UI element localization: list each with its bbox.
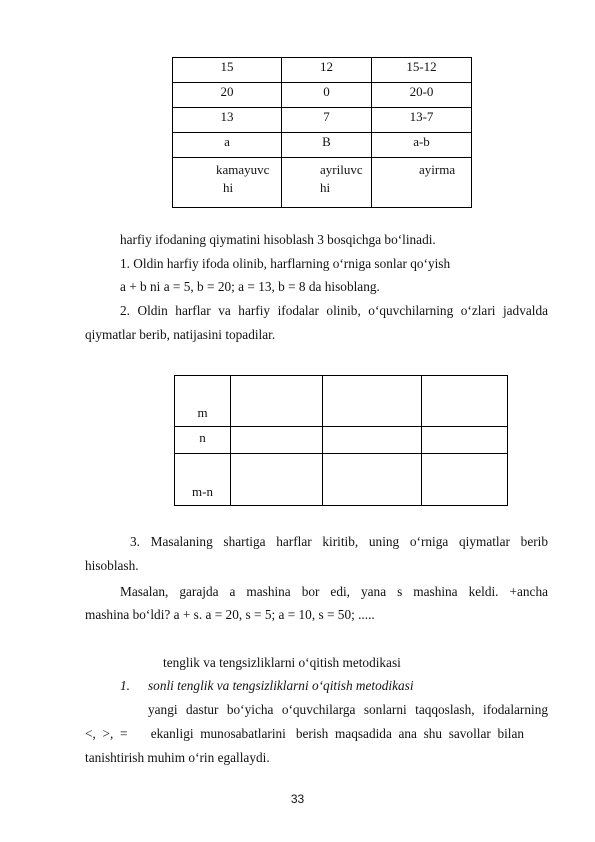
table-cell: 7 <box>282 108 372 133</box>
list-item: sonli tenglik va tengsizliklarni o‘qitish metodikasi <box>148 678 414 693</box>
table-cell <box>422 427 508 454</box>
cell-line: hi <box>223 180 234 195</box>
cell-line: kamayuvc <box>216 162 270 177</box>
table-cell: 13-7 <box>372 108 472 133</box>
paragraph-line: Masalan, garajda a mashina bor edi, yana s mashina keldi. +ancha <box>120 584 548 599</box>
paragraph-line: tanishtirish muhim o‘rin egallaydi. <box>85 750 270 765</box>
table-cell: ayirma <box>372 158 472 208</box>
table-row <box>173 133 472 158</box>
paragraph-line: 1. Oldin harfiy ifoda olinib, harflarning o‘rniga sonlar qo‘yish <box>120 256 451 271</box>
section-heading: tenglik va tengsizliklarni o‘qitish metodikasi <box>163 655 401 670</box>
table-cell <box>231 427 323 454</box>
table-cell: 15 <box>173 58 282 83</box>
table-cell <box>422 454 508 506</box>
paragraph-line: yangi dastur bo‘yicha o‘quvchilarga sonlarni taqqoslash, ifodalarning <box>148 702 548 717</box>
paragraph-line: qiymatlar berib, natijasini topadilar. <box>85 327 276 342</box>
table-cell: 20 <box>173 83 282 108</box>
paragraph-line: 2. Oldin harflar va harfiy ifodalar olinib, o‘quvchilarning o‘zlari jadvalda <box>120 303 548 318</box>
table-cell: 12 <box>282 58 372 83</box>
table-cell: a-b <box>372 133 472 158</box>
cell-line: hi <box>320 180 331 195</box>
table-row <box>175 454 508 506</box>
page-number: 33 <box>290 792 305 806</box>
paragraph-line: hisoblash. <box>85 558 139 573</box>
m-n-table <box>174 375 508 506</box>
table-cell: B <box>282 133 372 158</box>
table-row <box>175 427 508 454</box>
table-cell <box>323 427 422 454</box>
cell-line: ayriluvc <box>320 162 363 177</box>
table-cell <box>231 376 323 427</box>
table-row <box>175 376 508 427</box>
paragraph-line: harfiy ifodaning qiymatini hisoblash 3 bosqichga bo‘linadi. <box>120 232 436 247</box>
table-row <box>173 83 472 108</box>
table-row <box>173 58 472 83</box>
table-cell: m-n <box>175 454 231 506</box>
list-number: 1. <box>120 678 130 693</box>
table-cell <box>282 158 372 208</box>
table-cell <box>323 376 422 427</box>
table-cell <box>173 158 282 208</box>
values-table <box>172 57 472 208</box>
table-cell: 20-0 <box>372 83 472 108</box>
paragraph-line: <, >, = ekanligi munosabatlarini berish maqsadida ana shu savollar bilan <box>85 726 525 741</box>
table-cell <box>422 376 508 427</box>
paragraph-line: 3. Masalaning shartiga harflar kiritib, uning o‘rniga qiymatlar berib <box>130 534 548 549</box>
table-row <box>173 108 472 133</box>
table-cell: 13 <box>173 108 282 133</box>
paragraph-line: a + b ni a = 5, b = 20; a = 13, b = 8 da hisoblang. <box>120 279 380 294</box>
table-row <box>173 158 472 208</box>
table-cell: 0 <box>282 83 372 108</box>
table-cell: a <box>173 133 282 158</box>
table-cell <box>231 454 323 506</box>
table-cell: n <box>175 427 231 454</box>
table-cell: m <box>175 376 231 427</box>
table-cell <box>323 454 422 506</box>
table-cell: 15-12 <box>372 58 472 83</box>
paragraph-line: mashina bo‘ldi? a + s. a = 20, s = 5; a = 10, s = 50; ..... <box>85 607 375 622</box>
